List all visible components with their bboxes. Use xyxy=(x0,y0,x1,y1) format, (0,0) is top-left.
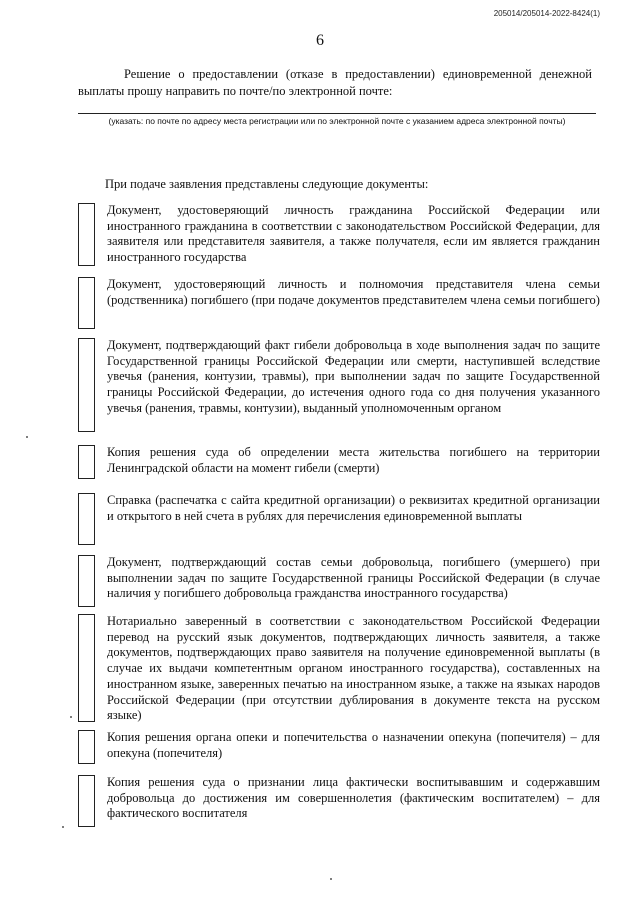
scan-speck xyxy=(26,436,28,438)
document-checkbox-8[interactable] xyxy=(78,730,95,764)
document-checkbox-6[interactable] xyxy=(78,555,95,607)
document-text-4: Копия решения суда об определении места жительства погибшего на территории Ленинградской области на момент гибели (смерти) xyxy=(107,445,600,475)
delivery-method-line xyxy=(78,113,596,114)
page-number: 6 xyxy=(316,32,324,49)
delivery-request-text: Решение о предоставлении (отказе в предоставлении) единовременной денежной выплаты прошу направить по почте/по электронной почте: xyxy=(78,67,592,98)
document-checkbox-5[interactable] xyxy=(78,493,95,545)
document-checkbox-2[interactable] xyxy=(78,277,95,329)
document-checkbox-9[interactable] xyxy=(78,775,95,827)
documents-heading: При подаче заявления представлены следующие документы: xyxy=(105,177,429,191)
document-checkbox-1[interactable] xyxy=(78,203,95,266)
document-checkbox-4[interactable] xyxy=(78,445,95,479)
document-text-2: Документ, удостоверяющий личность и полномочия представителя члена семьи (родственника) погибшего (при подаче документов представителем члена семьи погибшего) xyxy=(107,277,600,307)
scan-speck xyxy=(70,716,72,718)
delivery-method-hint: (указать: по почте по адресу места регистрации или по электронной почте с указанием адреса электронной почты) xyxy=(108,116,566,126)
document-id: 205014/205014-2022-8424(1) xyxy=(493,9,600,18)
document-text-5: Справка (распечатка с сайта кредитной организации) о реквизитах кредитной организации и открытого в ней счета в рублях для перечисления единовременной выплаты xyxy=(107,493,600,523)
document-checkbox-7[interactable] xyxy=(78,614,95,722)
document-text-6: Документ, подтверждающий состав семьи добровольца, погибшего (умершего) при выполнении задач по защите Государственной границы Российской Федерации (в случае наличия у погибшего добровольца гражданства иностранного государства) xyxy=(107,555,600,601)
document-text-7: Нотариально заверенный в соответствии с законодательством Российской Федерации перевод на русский язык документов, подтверждающих личность заявителя, а также документов, подтверждающих право заявителя на получение единовременной выплаты (в случае их выдачи компетентным органом иностранного государства), составленных на иностранном языке, заверенных печатью на иностранном языке, а также на языках народов Российской Федерации (при отсутствии дублирования в документе текста на русском языке) xyxy=(107,614,600,723)
document-text-3: Документ, подтверждающий факт гибели добровольца в ходе выполнения задач по защите Государственной границы Российской Федерации или смерти, наступившей вследствие увечья (ранения, контузии, травмы), при выполнении задач по защите Государственной границы Российской Федерации, до истечения одного года со дня получения указанного увечья (ранения, травмы, контузии), выданный уполномоченным органом xyxy=(107,338,600,415)
document-text-1: Документ, удостоверяющий личность гражданина Российской Федерации или иностранного гражданина в соответствии с законодательством Российской Федерации, для заявителя или представителя заявителя, а также получателя, если им является гражданин иностранного государства xyxy=(107,203,600,265)
scan-speck xyxy=(62,826,64,828)
document-text-8: Копия решения органа опеки и попечительства о назначении опекуна (попечителя) – для опекуна (попечителя) xyxy=(107,730,600,760)
scan-speck xyxy=(330,878,332,880)
document-text-9: Копия решения суда о признании лица фактически воспитывавшим и содержавшим добровольца до достижения им совершеннолетия (фактическим воспитателем) – для фактического воспитателя xyxy=(107,775,600,821)
document-checkbox-3[interactable] xyxy=(78,338,95,432)
